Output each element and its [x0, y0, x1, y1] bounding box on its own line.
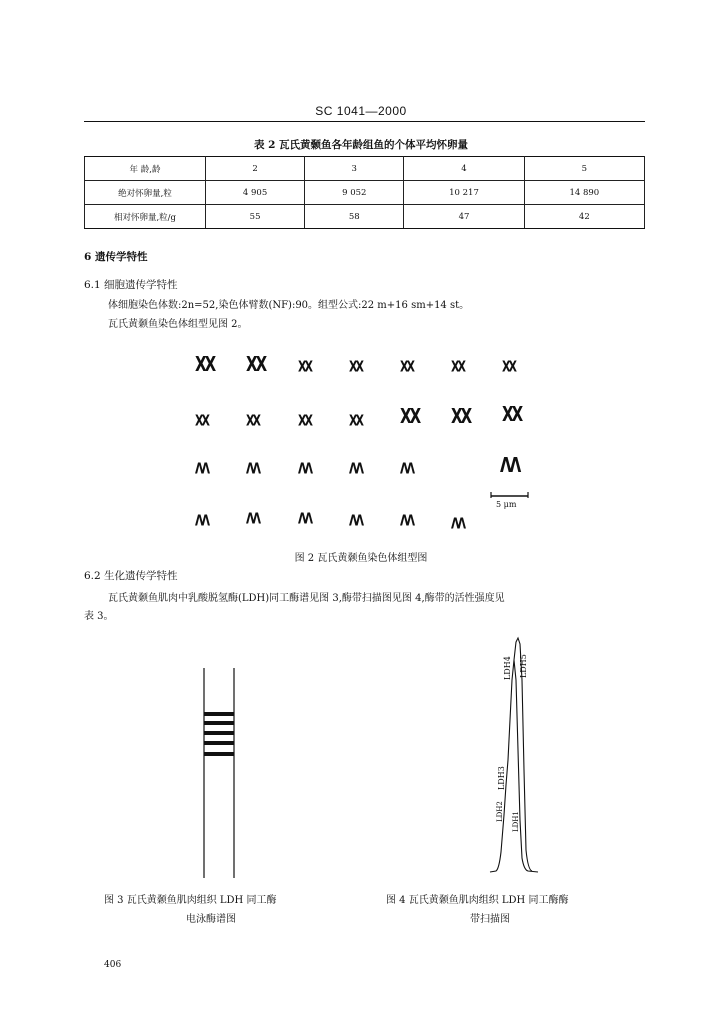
row-label: 年 龄,龄 — [85, 157, 206, 181]
section-6-heading: 6 遗传学特性 — [84, 251, 148, 263]
chromosome-pair: XX — [400, 358, 413, 376]
chromosome-pair: XX — [502, 358, 515, 376]
ldh-description-line1: 瓦氏黄颡鱼肌肉中乳酸脱氢酶(LDH)同工酶谱见图 3,酶带扫描图见图 4,酶带的活性强度见 — [108, 593, 505, 604]
table-cell: 4 905 — [206, 181, 305, 205]
chromosome-pair: ΛΛ — [195, 512, 209, 530]
karyotype-reference-text: 瓦氏黄颡鱼染色体组型见图 2。 — [108, 319, 248, 330]
table-cell: 2 — [206, 157, 305, 181]
peak-label: LDH4 — [503, 656, 512, 680]
chromosome-pair: ΛΛ — [195, 460, 209, 478]
table-row — [85, 181, 645, 205]
table-row — [85, 157, 645, 181]
scale-label: 5 μm — [496, 500, 517, 509]
chromosome-pair: XX — [451, 358, 464, 376]
peak-label: LDH3 — [497, 766, 506, 790]
densitometer-scan — [480, 620, 550, 875]
chromosome-pair: XX — [502, 402, 522, 427]
chromosome-pair: XX — [195, 352, 215, 377]
fecundity-table — [84, 156, 645, 229]
figure-3-caption-line1: 图 3 瓦氏黄颡鱼肌肉组织 LDH 同工酶 — [104, 895, 277, 906]
gel-band — [204, 721, 234, 725]
table-cell: 58 — [305, 205, 404, 229]
row-label: 相对怀卵量,粒/g — [85, 205, 206, 229]
chromosome-pair: ΛΛ — [298, 460, 312, 478]
gel-band — [204, 741, 234, 745]
peak-label: LDH2 — [496, 801, 504, 822]
table-row — [85, 205, 645, 229]
chromosome-pair: XX — [246, 352, 266, 377]
chromosome-pair: ΛΛ — [400, 460, 414, 478]
standard-code: SC 1041—2000 — [315, 104, 407, 118]
table-caption: 表 2 瓦氏黄颡鱼各年龄组鱼的个体平均怀卵量 — [253, 139, 469, 151]
chromosome-pair: ΛΛ — [246, 510, 260, 528]
table-cell: 55 — [206, 205, 305, 229]
chromosome-pair: XX — [349, 358, 362, 376]
chromosome-pair: XX — [195, 412, 208, 430]
chromosome-pair: ΛΛ — [400, 512, 414, 530]
chromosome-pair: XX — [349, 412, 362, 430]
section-6-2-heading: 6.2 生化遗传学特性 — [84, 570, 178, 582]
table-cell: 10 217 — [404, 181, 524, 205]
chromosome-pair: XX — [298, 412, 311, 430]
peak-label: LDH5 — [519, 654, 528, 678]
figure-3-caption-line2: 电泳酶谱图 — [186, 914, 236, 925]
figure-2-caption: 图 2 瓦氏黄颡鱼染色体组型图 — [294, 553, 428, 564]
gel-band — [204, 712, 234, 716]
chromosome-pair: ΛΛ — [246, 460, 260, 478]
gel-band — [204, 731, 234, 735]
ldh-description-line2: 表 3。 — [84, 611, 114, 622]
peak-label: LDH1 — [512, 811, 520, 832]
chromosome-pair: XX — [298, 358, 311, 376]
header-rule — [84, 121, 645, 122]
table-cell: 9 052 — [305, 181, 404, 205]
scan-trace — [490, 660, 538, 872]
row-label: 绝对怀卵量,粒 — [85, 181, 206, 205]
table-cell: 4 — [404, 157, 524, 181]
chromosome-pair: ΛΛ — [349, 460, 363, 478]
table-cell: 47 — [404, 205, 524, 229]
figure-4-caption-line1: 图 4 瓦氏黄颡鱼肌肉组织 LDH 同工酶酶 — [386, 895, 569, 906]
section-6-1-heading: 6.1 细胞遗传学特性 — [84, 279, 178, 291]
table-cell: 14 890 — [524, 181, 644, 205]
table-cell: 5 — [524, 157, 644, 181]
table-cell: 3 — [305, 157, 404, 181]
chromosome-pair: XX — [400, 404, 420, 429]
chromosome-pair: ΛΛ — [451, 515, 465, 533]
gel-band — [204, 752, 234, 756]
electrophoresis-gel — [195, 668, 245, 878]
figure-4-caption-line2: 带扫描图 — [470, 914, 510, 925]
chromosome-pair: ΛΛ — [349, 512, 363, 530]
chromosome-pair: ΛΛ — [298, 510, 312, 528]
chromosome-number-text: 体细胞染色体数:2n=52,染色体臂数(NF):90。组型公式:22 m+16 sm+14 st。 — [108, 300, 470, 311]
scale-bar — [490, 491, 530, 499]
page-number: 406 — [104, 960, 122, 970]
chromosome-pair: XX — [451, 404, 471, 429]
table-cell: 42 — [524, 205, 644, 229]
chromosome-pair: ΛΛ — [500, 453, 520, 478]
chromosome-pair: XX — [246, 412, 259, 430]
